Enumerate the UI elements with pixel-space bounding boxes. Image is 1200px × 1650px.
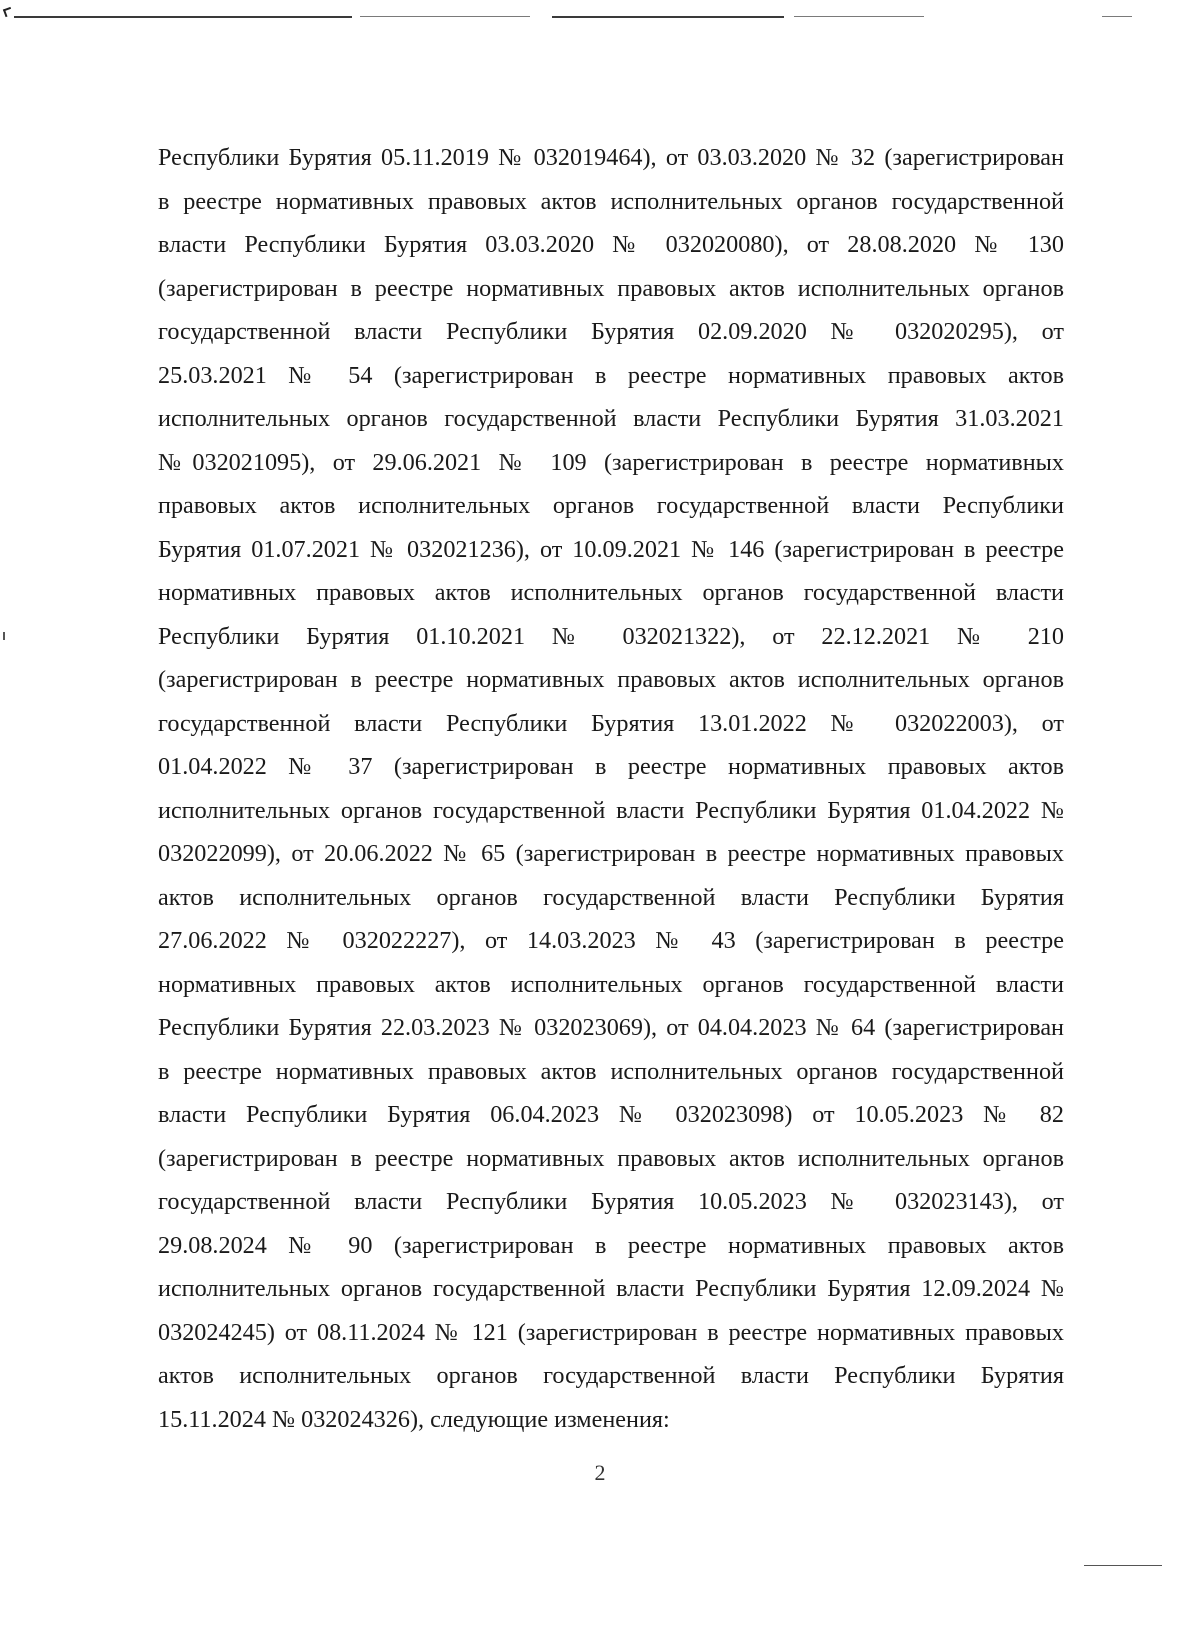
- text-line: государственной власти Республики Бурятия 10.05.2023 № 032023143), от: [158, 1188, 1064, 1215]
- text-line: Республики Бурятия 01.10.2021 № 032021322), от 22.12.2021 № 210: [158, 622, 1064, 650]
- text-line: 29.08.2024 № 90 (зарегистрирован в реестре нормативных правовых актов: [158, 1231, 1064, 1259]
- text-line: 15.11.2024 № 032024326), следующие изменения:: [158, 1405, 670, 1433]
- scan-top-rule: [794, 16, 924, 17]
- text-line: Бурятия 01.07.2021 № 032021236), от 10.09.2021 № 146 (зарегистрирован в реестре: [158, 535, 1064, 563]
- scan-side-tick: [3, 632, 5, 640]
- text-line: нормативных правовых актов исполнительных органов государственной власти: [158, 579, 1064, 606]
- text-line: правовых актов исполнительных органов государственной власти Республики: [158, 492, 1064, 519]
- scan-top-rule: [360, 16, 530, 17]
- text-line: власти Республики Бурятия 03.03.2020 № 032020080), от 28.08.2020 № 130: [158, 231, 1064, 258]
- text-line: (зарегистрирован в реестре нормативных правовых актов исполнительных органов: [158, 274, 1064, 302]
- page-number: 2: [594, 1460, 606, 1485]
- text-line: в реестре нормативных правовых актов исполнительных органов государственной: [158, 187, 1064, 215]
- text-line: 032022099), от 20.06.2022 № 65 (зарегистрирован в реестре нормативных правовых: [158, 840, 1064, 867]
- text-line: исполнительных органов государственной власти Республики Бурятия 12.09.2024 №: [158, 1275, 1064, 1302]
- text-line: исполнительных органов государственной власти Республики Бурятия 01.04.2022 №: [158, 796, 1064, 824]
- scan-bottom-rule: [1084, 1565, 1162, 1566]
- text-line: (зарегистрирован в реестре нормативных правовых актов исполнительных органов: [158, 1144, 1064, 1172]
- scan-top-rule: [1102, 16, 1132, 17]
- scan-corner-mark: [3, 7, 13, 17]
- text-line: актов исполнительных органов государственной власти Республики Бурятия: [158, 1362, 1064, 1389]
- text-line: №032021095), от 29.06.2021 № 109 (зарегистрирован в реестре нормативных: [158, 448, 1064, 476]
- text-line: государственной власти Республики Бурятия 13.01.2022 № 032022003), от: [158, 709, 1064, 737]
- text-line: исполнительных органов государственной власти Республики Бурятия 31.03.2021: [158, 405, 1064, 432]
- text-line: нормативных правовых актов исполнительных органов государственной власти: [158, 970, 1064, 998]
- text-line: 25.03.2021 № 54 (зарегистрирован в реестре нормативных правовых актов: [158, 361, 1064, 389]
- text-line: власти Республики Бурятия 06.04.2023 № 032023098) от 10.05.2023 № 82: [158, 1101, 1064, 1128]
- text-line: Республики Бурятия 22.03.2023 № 032023069), от 04.04.2023 № 64 (зарегистрирован: [158, 1014, 1064, 1041]
- text-line: государственной власти Республики Бурятия 02.09.2020 № 032020295), от: [158, 318, 1064, 345]
- text-line: 01.04.2022 № 37 (зарегистрирован в реестре нормативных правовых актов: [158, 753, 1064, 780]
- scan-top-rule: [14, 16, 352, 18]
- text-line: 27.06.2022 № 032022227), от 14.03.2023 № 43 (зарегистрирован в реестре: [158, 927, 1064, 954]
- text-line: актов исполнительных органов государственной власти Республики Бурятия: [158, 883, 1064, 911]
- text-line: 032024245) от 08.11.2024 № 121 (зарегистрирован в реестре нормативных правовых: [158, 1318, 1064, 1346]
- text-line: Республики Бурятия 05.11.2019 № 032019464), от 03.03.2020 № 32 (зарегистрирован: [158, 144, 1064, 171]
- text-line: в реестре нормативных правовых актов исполнительных органов государственной: [158, 1057, 1064, 1085]
- scan-top-rule: [552, 16, 784, 18]
- document-body-text: [158, 136, 1064, 1441]
- text-line: (зарегистрирован в реестре нормативных правовых актов исполнительных органов: [158, 666, 1064, 693]
